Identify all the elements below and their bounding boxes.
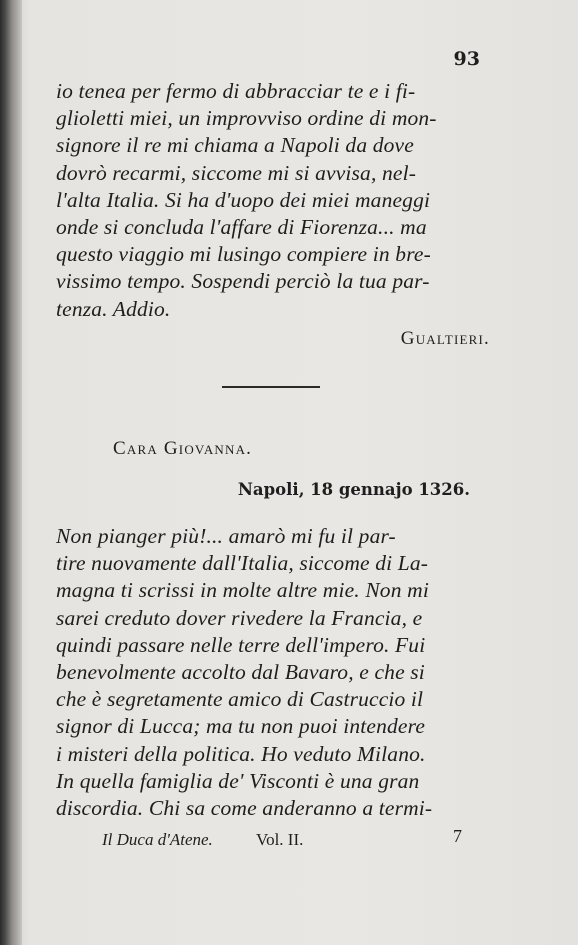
text-line: signore il re mi chiama a Napoli da dove [56, 133, 414, 158]
text-line: i misteri della politica. Ho veduto Milano. [56, 741, 426, 766]
footer-book-title: Il Duca d'Atene. [102, 830, 213, 849]
page-footer [102, 826, 462, 860]
letter-2-salutation: Cara Giovanna. [113, 438, 253, 459]
text-line: magna ti scrissi in molte altre mie. Non mi [56, 578, 429, 603]
text-line: glioletti miei, un improvviso ordine di mon- [56, 106, 437, 131]
text-line: questo viaggio mi lusingo compiere in bre- [56, 242, 431, 267]
text-line: quindi passare nelle terre dell'impero. Fui [56, 632, 426, 657]
footer-signature-mark: 7 [453, 826, 462, 846]
text-line: io tenea per fermo di abbracciar te e i fi- [56, 79, 416, 103]
text-line: discordia. Chi sa come anderanno a termi- [56, 796, 433, 821]
text-line: Non pianger più!... amarò mi fu il par- [56, 524, 396, 548]
text-line: tenza. Addio. [56, 296, 171, 321]
text-line: onde si concluda l'affare di Fiorenza... ma [56, 215, 427, 240]
letter-1-signature: Gualtieri. [400, 328, 490, 349]
page-number: 93 [453, 48, 480, 70]
text-line: vissimo tempo. Sospendi perciò la tua par- [56, 269, 430, 294]
letter-1-body [56, 78, 484, 323]
text-line: signor di Lucca; ma tu non puoi intendere [56, 714, 426, 739]
text-line: benevolmente accolto dal Bavaro, e che si [56, 660, 425, 685]
text-line: l'alta Italia. Si ha d'uopo dei miei maneggi [56, 187, 431, 212]
letter-2-body [56, 523, 496, 822]
text-line: dovrò recarmi, siccome mi si avvisa, nel- [56, 160, 417, 185]
footer-volume: Vol. II. [256, 830, 304, 849]
text-line: tire nuovamente dall'Italia, siccome di La- [56, 551, 429, 576]
letter-2-dateline: Napoli, 18 gennajo 1326. [237, 480, 470, 499]
text-line: In quella famiglia de' Visconti è una gran [56, 768, 420, 793]
section-divider [222, 386, 320, 388]
text-line: che è segretamente amico di Castruccio il [56, 687, 424, 712]
binding-edge [0, 0, 22, 945]
text-line: sarei creduto dover rivedere la Francia, e [56, 605, 423, 630]
